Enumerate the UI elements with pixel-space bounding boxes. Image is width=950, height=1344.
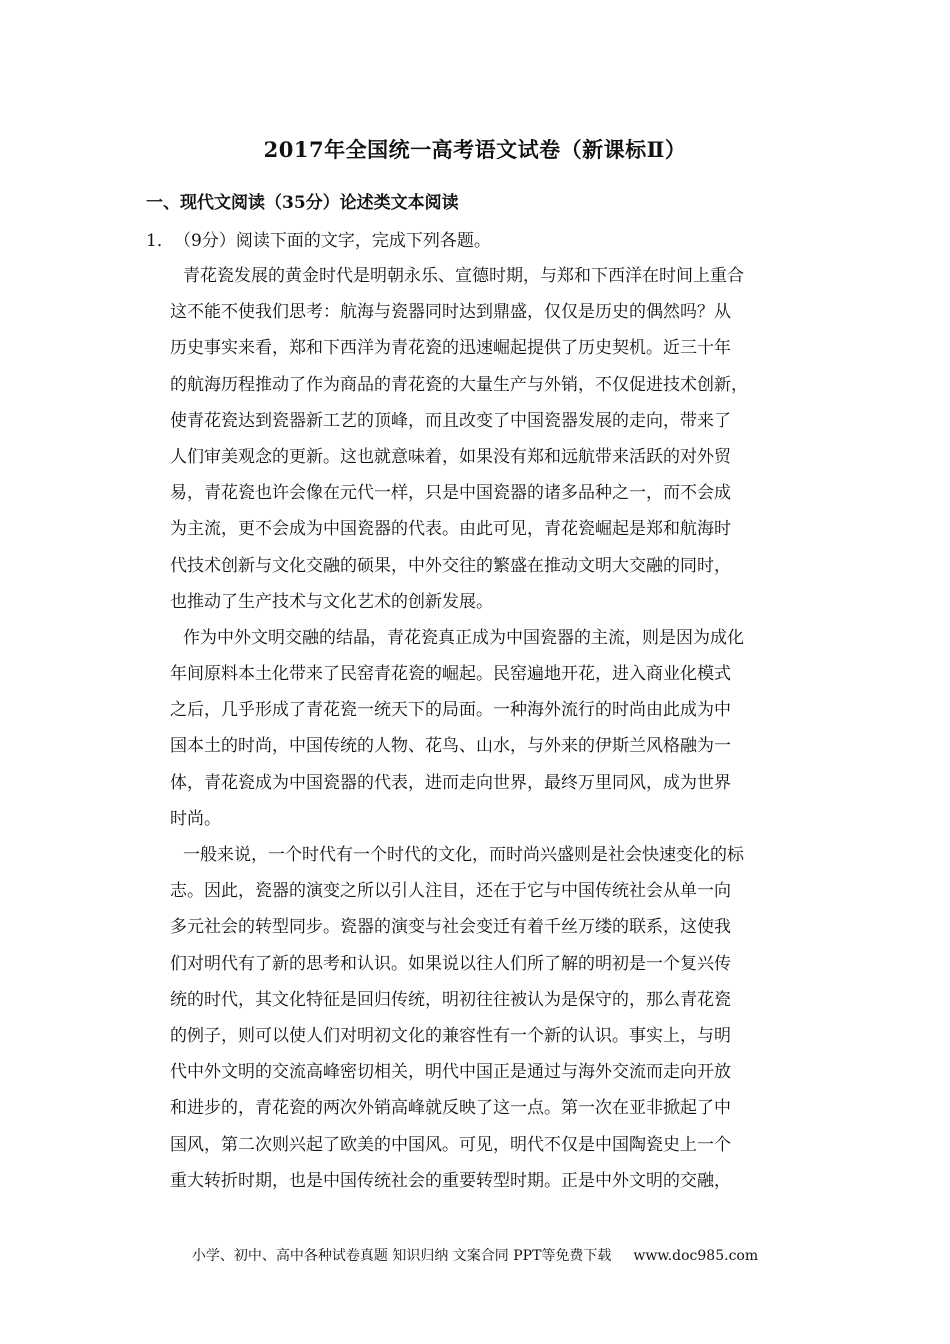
passage-line: 历史事实来看，郑和下西洋为青花瓷的迅速崛起提供了历史契机。近三十年 [170, 338, 731, 359]
passage-line: 人们审美观念的更新。这也就意味着，如果没有郑和远航带来活跃的对外贸 [170, 446, 731, 467]
passage-line: 一般来说，一个时代有一个时代的文化，而时尚兴盛则是社会快速变化的标 [183, 845, 744, 865]
passage-line: 国风，第二次则兴起了欧美的中国风。可见，明代不仅是中国陶瓷史上一个 [170, 1134, 731, 1155]
passage-line: 多元社会的转型同步。瓷器的演变与社会变迁有着千丝万缕的联系，这使我 [170, 917, 731, 938]
passage-line: 国本土的时尚，中国传统的人物、花鸟、山水，与外来的伊斯兰风格融为一 [170, 736, 731, 757]
footer-website-link[interactable]: www.doc985.com [633, 1248, 759, 1264]
passage-line: 志。因此，瓷器的演变之所以引人注目，还在于它与中国传统社会从单一向 [170, 881, 731, 902]
passage-line: 的航海历程推动了作为商品的青花瓷的大量生产与外销，不仅促进技术创新， [170, 374, 748, 395]
exam-title: 2017年全国统一高考语文试卷（新课标Ⅱ） [263, 137, 687, 162]
passage-line: 为主流，更不会成为中国瓷器的代表。由此可见，青花瓷崛起是郑和航海时 [170, 519, 731, 540]
question-1 [146, 226, 491, 251]
passage-line: 统的时代，其文化特征是回归传统，明初往往被认为是保守的，那么青花瓷 [170, 989, 731, 1010]
page-footer [0, 1245, 950, 1265]
passage-line: 时尚。 [170, 808, 221, 829]
passage-line: 之后，几乎形成了青花瓷一统天下的局面。一种海外流行的时尚由此成为中 [170, 700, 731, 721]
passage-line: 代中外文明的交流高峰密切相关，明代中国正是通过与海外交流而走向开放 [170, 1062, 731, 1083]
passage-line: 作为中外文明交融的结晶，青花瓷真正成为中国瓷器的主流，则是因为成化 [183, 627, 744, 648]
passage-line: 和进步的，青花瓷的两次外销高峰就反映了这一点。第一次在亚非掀起了中 [170, 1098, 731, 1119]
passage-line: 易，青花瓷也许会像在元代一样，只是中国瓷器的诸多品种之一，而不会成 [170, 483, 731, 504]
passage-line: 代技术创新与文化交融的硕果，中外交往的繁盛在推动文明大交融的同时， [170, 555, 731, 576]
passage-line: 使青花瓷达到瓷器新工艺的顶峰，而且改变了中国瓷器发展的走向，带来了 [170, 410, 731, 431]
passage-line: 重大转折时期，也是中国传统社会的重要转型时期。正是中外文明的交融， [170, 1170, 731, 1191]
passage-line: 体，青花瓷成为中国瓷器的代表，进而走向世界，最终万里同风，成为世界 [170, 772, 731, 793]
question-number: 1． [146, 231, 174, 251]
reading-passage [170, 258, 810, 1199]
passage-line: 的例子，则可以使人们对明初文化的兼容性有一个新的认识。事实上，与明 [170, 1025, 731, 1046]
section-heading: 一、现代文阅读（35分）论述类文本阅读 [146, 193, 459, 213]
passage-line: 也推动了生产技术与文化艺术的创新发展。 [170, 591, 493, 612]
footer-text: 小学、初中、高中各种试卷真题 知识归纳 文案合同 PPT等免费下载 [191, 1248, 612, 1264]
question-prompt: （9分）阅读下面的文字，完成下列各题。 [174, 231, 491, 251]
passage-line: 们对明代有了新的思考和认识。如果说以往人们所了解的明初是一个复兴传 [170, 953, 731, 974]
passage-line: 青花瓷发展的黄金时代是明朝永乐、宣德时期，与郑和下西洋在时间上重合 [183, 266, 744, 286]
passage-line: 年间原料本土化带来了民窑青花瓷的崛起。民窑遍地开花，进入商业化模式 [170, 664, 731, 685]
passage-line: 这不能不使我们思考：航海与瓷器同时达到鼎盛，仅仅是历史的偶然吗？从 [170, 302, 731, 323]
